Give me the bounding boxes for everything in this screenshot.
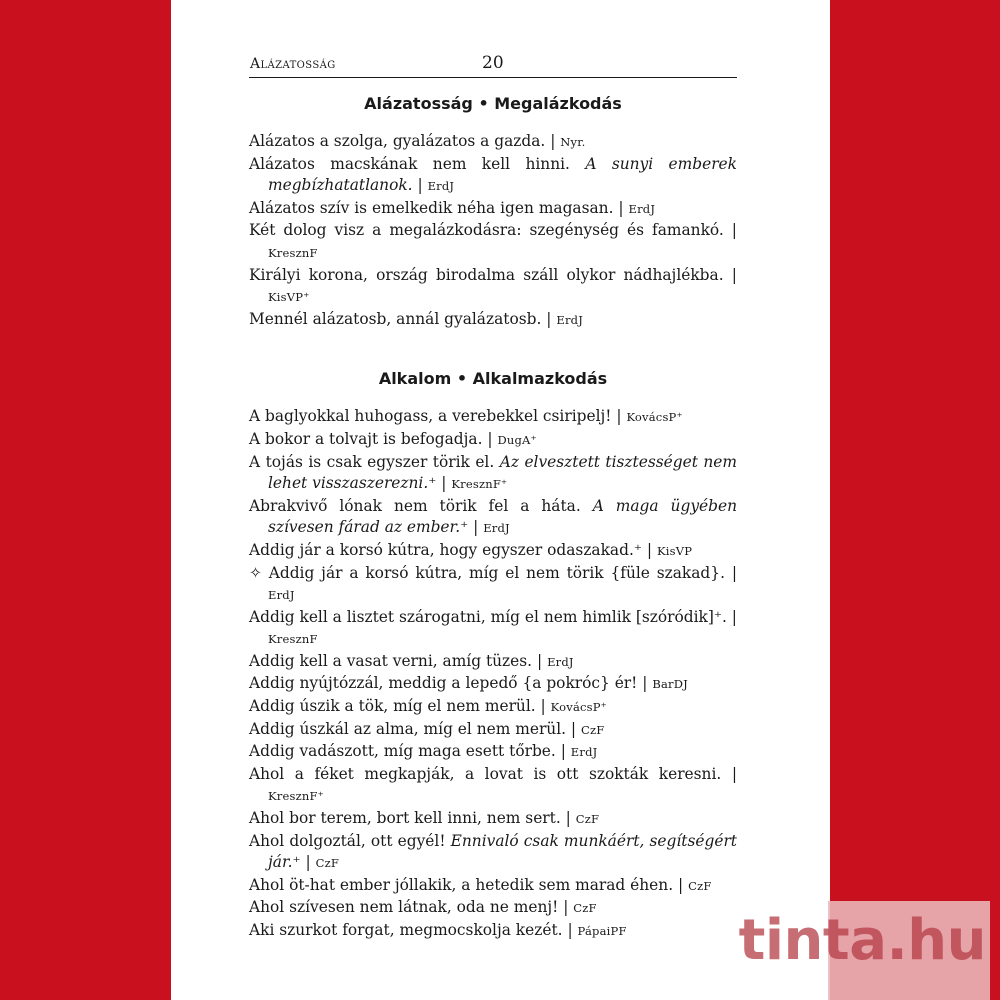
proverb-text: Alázatos macskának nem kell hinni.: [249, 154, 570, 173]
proverb-entry: Alázatos szív is emelkedik néha igen magasan. | ErdJ: [249, 198, 656, 217]
section-title: Alkalom • Alkalmazkodás: [378, 369, 608, 389]
proverb-text: A bokor a tolvajt is befogadja.: [249, 429, 483, 448]
proverb-entry: Addig nyújtózzál, meddig a lepedő {a pokróc} ér! | BarDJ: [249, 674, 688, 693]
proverb-text: Két dolog visz a megalázkodásra: szegénység és famankó.: [249, 221, 724, 240]
proverb-text: Addig úszkál az alma, míg el nem merül.: [249, 719, 567, 738]
proverb-explanation: Ennivaló csak munkáért, segítségért jár.⁺: [268, 831, 737, 872]
section-alkalom: [249, 367, 737, 942]
page-content: [249, 92, 737, 943]
proverb-text: Mennél alázatosb, annál gyalázatosb.: [249, 309, 542, 328]
watermark-logo: tinta.hu: [738, 908, 986, 973]
source-abbreviation: DugA⁺: [497, 432, 537, 447]
proverb-text: ✧ Addig jár a korsó kútra, míg el nem törik {füle szakad}.: [249, 563, 725, 582]
source-abbreviation: ErdJ: [556, 312, 584, 327]
proverb-text: Addig úszik a tök, míg el nem merül.: [249, 697, 536, 716]
proverb-entry: Királyi korona, ország birodalma száll olykor nádhajlékba. | KisVP⁺: [249, 265, 737, 305]
source-abbreviation: KisVP⁺: [268, 290, 310, 305]
source-abbreviation: PápaiPF: [577, 924, 627, 938]
proverb-text: Alázatos szív is emelkedik néha igen magasan.: [249, 198, 614, 217]
running-header-title: Alázatosság: [250, 56, 336, 72]
source-abbreviation: ErdJ: [547, 654, 574, 669]
proverb-explanation: A sunyi emberek megbízhatatlanok.: [268, 154, 737, 195]
proverb-entry: A bokor a tolvajt is befogadja. | DugA⁺: [249, 429, 537, 448]
proverb-entry: Abrakvivő lónak nem törik fel a háta. A maga ügyében szívesen fárad az ember.⁺ | ErdJ: [249, 496, 737, 537]
source-abbreviation: CzF: [688, 878, 712, 893]
source-abbreviation: CzF: [581, 722, 605, 737]
proverb-text: A tojás is csak egyszer törik el.: [249, 452, 495, 471]
proverb-entry: Addig kell a vasat verni, amíg tüzes. | ErdJ: [249, 651, 574, 670]
proverb-entry: Ahol szívesen nem látnak, oda ne menj! | CzF: [249, 898, 597, 917]
source-abbreviation: CzF: [315, 856, 340, 871]
running-header: [249, 55, 737, 78]
proverb-text: A baglyokkal huhogass, a verebekkel csiripelj!: [249, 407, 612, 426]
proverb-entry: Ahol öt-hat ember jóllakik, a hetedik sem marad éhen. | CzF: [249, 875, 712, 894]
source-abbreviation: KisVP: [656, 543, 693, 558]
proverb-entry: Aki szurkot forgat, megmocskolja kezét. | PápaiPF: [249, 921, 627, 939]
section-title: Alázatosság • Megalázkodás: [364, 94, 622, 113]
proverb-entry: Addig jár a korsó kútra, hogy egyszer odaszakad.⁺ | KisVP: [249, 540, 693, 559]
source-abbreviation: ErdJ: [570, 745, 598, 760]
source-abbreviation: KovácsP⁺: [626, 410, 683, 425]
source-abbreviation: BarDJ: [652, 677, 688, 692]
proverb-text: Ahol bor terem, bort kell inni, nem sert.: [249, 809, 561, 828]
proverb-entry: Addig kell a lisztet szárogatni, míg el nem himlik [szóródik]⁺. | KresznF: [249, 607, 737, 647]
section-alazatossag: [249, 92, 737, 331]
proverb-entry: Addig úszkál az alma, míg el nem merül. | CzF: [249, 719, 605, 738]
proverb-entry: Mennél alázatosb, annál gyalázatosb. | ErdJ: [249, 309, 584, 328]
proverb-text: Alázatos a szolga, gyalázatos a gazda.: [249, 132, 546, 150]
source-abbreviation: KresznF: [268, 245, 318, 260]
proverb-entry: Addig vadászott, míg maga esett tőrbe. | ErdJ: [249, 742, 598, 761]
proverb-entry: Ahol a féket megkapják, a lovat is ott szokták keresni. | KresznF⁺: [249, 764, 738, 804]
proverb-text: Addig nyújtózzál, meddig a lepedő {a pokróc} ér!: [249, 674, 638, 693]
proverb-text: Addig kell a vasat verni, amíg tüzes.: [249, 651, 533, 670]
proverb-text: Ahol a féket megkapják, a lovat is ott szokták keresni.: [249, 764, 722, 783]
proverb-entry: Alázatos a szolga, gyalázatos a gazda. | Nyr.: [249, 132, 586, 150]
proverb-text: Ahol öt-hat ember jóllakik, a hetedik sem marad éhen.: [249, 875, 674, 894]
source-abbreviation: KresznF: [268, 632, 318, 647]
proverb-text: Királyi korona, ország birodalma száll olykor nádhajlékba.: [249, 265, 724, 284]
source-abbreviation: KresznF⁺: [451, 477, 508, 492]
proverb-explanation: A maga ügyében szívesen fárad az ember.⁺: [268, 496, 737, 537]
book-page: [171, 0, 830, 1000]
proverb-text: Aki szurkot forgat, megmocskolja kezét.: [249, 921, 563, 939]
proverb-entry: Ahol dolgoztál, ott egyél! Ennivaló csak munkáért, segítségért jár.⁺ | CzF: [249, 831, 737, 872]
proverb-entry: Addig úszik a tök, míg el nem merül. | KovácsP⁺: [249, 697, 607, 716]
proverb-entry: A baglyokkal huhogass, a verebekkel csiripelj! | KovácsP⁺: [249, 407, 683, 426]
source-abbreviation: ErdJ: [268, 588, 295, 603]
proverb-text: Addig kell a lisztet szárogatni, míg el nem himlik [szóródik]⁺.: [249, 607, 727, 626]
source-abbreviation: KresznF⁺: [268, 789, 324, 804]
proverb-explanation: Az elvesztett tisztességet nem lehet visszaszerezni.⁺: [268, 452, 737, 493]
source-abbreviation: KovácsP⁺: [550, 700, 607, 715]
source-abbreviation: ErdJ: [628, 201, 656, 216]
proverb-entry: Két dolog visz a megalázkodásra: szegénység és famankó. | KresznF: [249, 221, 737, 260]
proverb-text: Abrakvivő lónak nem törik fel a háta.: [249, 496, 581, 515]
entry-list: [249, 406, 737, 942]
proverb-entry: ✧ Addig jár a korsó kútra, míg el nem törik {füle szakad}. | ErdJ: [249, 563, 738, 603]
source-abbreviation: CzF: [575, 812, 600, 827]
source-abbreviation: Nyr.: [560, 135, 586, 149]
proverb-entry: Ahol bor terem, bort kell inni, nem sert. | CzF: [249, 809, 600, 828]
page-number: 20: [482, 53, 504, 73]
proverb-entry: A tojás is csak egyszer törik el. Az elvesztett tisztességet nem lehet visszaszerezni.⁺ | KresznF⁺: [249, 452, 737, 493]
source-abbreviation: ErdJ: [427, 179, 455, 194]
source-abbreviation: ErdJ: [483, 521, 510, 536]
proverb-text: Addig vadászott, míg maga esett tőrbe.: [249, 742, 556, 761]
proverb-entry: Alázatos macskának nem kell hinni. A sunyi emberek megbízhatatlanok. | ErdJ: [249, 154, 737, 195]
proverb-text: Ahol dolgoztál, ott egyél!: [249, 831, 446, 850]
proverb-text: Addig jár a korsó kútra, hogy egyszer odaszakad.⁺: [249, 540, 642, 559]
proverb-text: Ahol szívesen nem látnak, oda ne menj!: [249, 898, 559, 917]
entry-list: [249, 131, 737, 331]
source-abbreviation: CzF: [573, 901, 597, 916]
